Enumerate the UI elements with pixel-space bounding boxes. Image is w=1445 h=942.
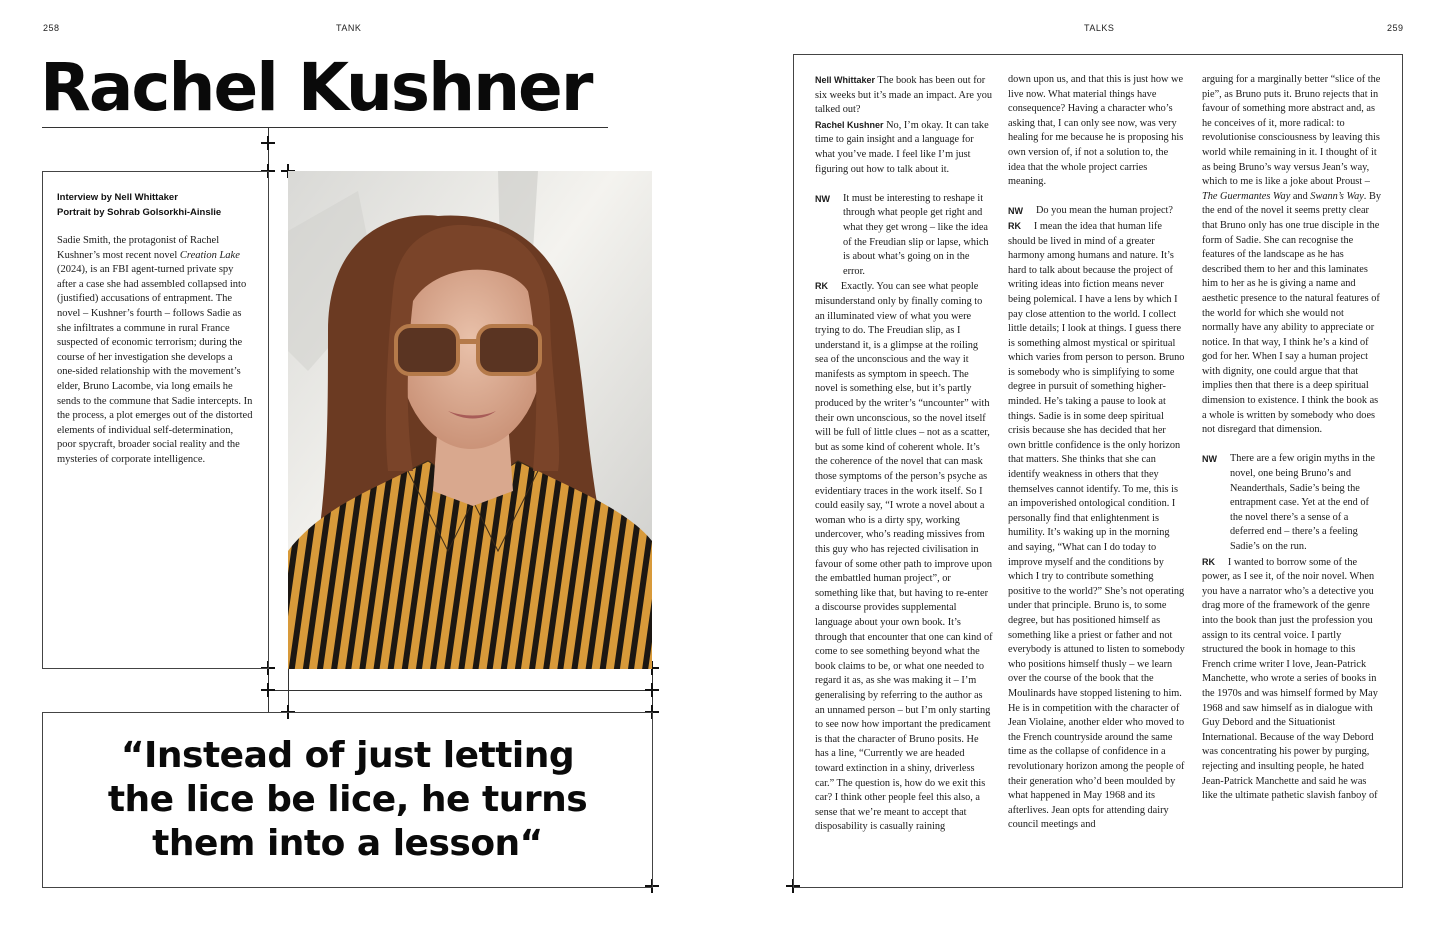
crosshair-mark [261,683,275,697]
right-page-number: 259 [1387,23,1404,33]
pull-quote: “Instead of just letting the lice be lice, he turns them into a lesson“ [107,735,588,864]
right-running-head: TALKS [1084,23,1115,33]
question-3: NW Do you mean the human project? [1008,205,1173,217]
paragraph-continuation: down upon us, and that this is just how we live now. What material things have consequence? Having a character who’s asking that, I can only see now, was very healing for me because he is proposing his own version of, if not a solution to, the idea that the whole project carries meaning. [1008,74,1184,188]
horizontal-guide-middle [268,690,652,691]
interviewer-credit: Interview by Nell Whittaker [57,192,178,203]
title-underline [42,127,608,128]
answer-4: RK I wanted to borrow some of the power, as I see it, of the noir novel. When you have a narrator who’s a detective you drag more of the framework of the genre into the book than just the profession you assign to its central voice. I partly structured the book in homage to this French crime writer I love, Jean-Patrick Manchette, who wrote a series of books in the 1970s and was himself formed by May 1968 and saw himself as in dialogue with Guy Debord and the Situationist International. Because of the way Debord was concentrating his power by purging, rejecting and insulting people, he hated Jean-Patrick Manchette and said he was like the ultimate pathetic slavish fanboy of [1202,556,1378,802]
left-running-head: TANK [336,23,362,33]
page-title: Rachel Kushner [40,49,592,126]
paragraph-continuation: arguing for a marginally better “slice of the pie”, as Bruno puts it. Bruno rejects that in favour of something more abstract and, as he conceives of it, more radical: to revolutionise consciousness by leaving this world while remaining in it. I thought of it as being Bruno’s way versus Jean’s way, which to me is like a joke about Proust – The Guermantes Way and Swann’s Way. By the end of the novel it seems pretty clear that Bruno only has one true disciple in the form of Sadie. She can recognise the features of the landscape as he has described them to her and this laminates him to her as he is giving a name and aesthetic presence to the natural features of the world for which she would not normally have any ability to appreciate or notice. In that way, I think he’s a kind of god for her. When I say a human project with dignity, one could argue that that implies then that there is a deep spiritual dimension to existence. I think the book as a whole is written by somebody who does not disregard that dimension. [1202,74,1381,436]
question-1: Nell Whittaker The book has been out for six weeks but it’s made an impact. Are you talked out? [815,75,993,116]
crosshair-mark [261,136,275,150]
left-page-number: 258 [43,23,60,33]
answer-3: RK I mean the idea that human life should be lived in mind of a greater harmony among humans and nature. It’s hard to talk about because the project of writing ideas into fiction means never being polemical. I have a lens by which I pay close attention to the world. I collect little details; I look at things. I guess there is something almost mystical or spiritual which varies from person to person. Bruno is somebody who is simplifying to some degree in pursuit of something higher-minded. He’s taking a pause to look at things. Sadie is in some deep spiritual crisis because she has decided that her own brittle confidence is the only horizon that matters. She thinks that she can identify weakness in others that they themselves cannot identify. To me, this is an impoverished ontological condition. I personally find that enlightenment is humility. It’s waking up in the morning and saying, “What can I do today to improve myself and the conditions by which I try to contribute something positive to the world?” She’s not operating under that principle. Bruno is, to some degree, but has positioned himself as something like a priest or father and not everybody is attuned to listen to somebody who positions himself thusly – we learn over the course of the book that the Moulinards have stopped listening to him. He is in competition with the character of Jean Violaine, another elder who moved to the French countryside around the same time as the collapse of confidence in a revolutionary horizon among the people of their generation who’d been moulded by what happened in May 1968 and its afterlives. Jean opts for attending dairy council meetings and [1008,220,1185,831]
intro-text: Sadie Smith, the protagonist of Rachel Kushner’s most recent novel Creation Lake (2024), is an FBI agent-turned private spy after a case she had assembled collapsed into (justified) accusations of entrapment. The novel – Kushner’s fourth – follows Sadie as she infiltrates a commune in rural France suspected of economic terrorism; during the course of her investigation she develops a one-sided relationship with the movement’s elder, Bruno Lacombe, via long emails he sends to the commune that Sadie intercepts. In the process, a plot emerges out of the distorted elements of individual self-determination, poor spycraft, broader social reality and the mysteries of corporate intelligence. [57,235,253,465]
book-title: Creation Lake [179,249,240,261]
article-column-2 [1008,73,1186,833]
portrait-photo [288,171,652,669]
question-4: NW There are a few origin myths in the novel, one being Bruno’s and Neanderthals, Sadie’s being the entrapment case. Yet at the end of the novel there’s a sense of a deferred end – there’s a feeling Sadie’s on the run. [1202,453,1375,552]
photographer-credit: Portrait by Sohrab Golsorkhi-Ainslie [57,207,222,218]
crosshair-mark [645,683,659,697]
answer-1: Rachel Kushner No, I’m okay. It can take time to gain insight and a language for what you’ve made. I feel like I’m just figuring out how to talk about it. [815,119,989,175]
question-2: NW It must be interesting to reshape it through what people get right and what they get wrong – like the idea of the Freudian slip or lapse, which is about what’s going on in the error. [815,192,989,277]
credits [57,190,262,220]
answer-2: RK Exactly. You can see what people misunderstand only by finally coming to an illuminated view of what you were trying to do. The Freudian slip, as I understand it, is a glimpse at the roiling sea of the unconscious and the way it manifests as symptom in speech. The novel is something else, but it’s partly produced by the writer’s “uncounter” with their own unconscious, so the novel itself will be full of little clues – not as a scatter, but as some kind of coherent whole. It’s the coherence of the novel that can mask those symptoms of the person’s psyche as evidentiary traces in the work itself. So I could easily say, “I wrote a novel about a woman who is a dirty spy, working undercover, who’s reading missives from this guy who has rejected civilisation in favour of some other path to improve upon the embattled human project”, or something like that, but having to re-enter a discourse provides supplemental language about your own book. It’s through that encounter that one can kind of come to see something beyond what the book claims to be, or what one needed to regard it as, as she was making it – I’m generalising by referring to the author as an unnamed person – but I’m only starting to see now how important the predicament is that the character of Bruno posits. He has a line, “Currently we are headed toward extinction in a shiny, driverless car.” The question is, how do we exit this car? I think other people feel this also, a sense that we’re meant to accept that disposability is casually raining [815,281,993,833]
article-column-3 [1202,73,1382,804]
article-column-1 [815,73,993,835]
